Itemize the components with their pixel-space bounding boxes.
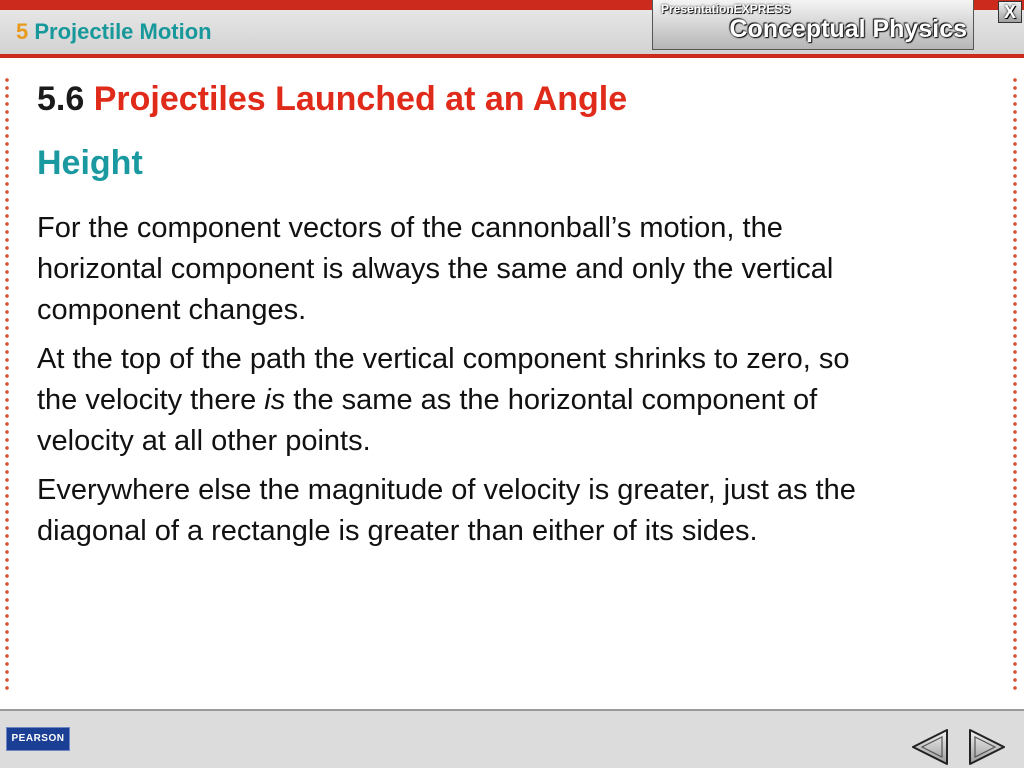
section-number: 5.6 <box>37 80 85 118</box>
chapter-title <box>16 19 212 45</box>
paragraph-3: Everywhere else the magnitude of velocity is greater, just as the diagonal of a rectangle is greater than either of its sides. <box>37 474 856 547</box>
next-slide-button[interactable] <box>968 728 1006 766</box>
brand-subtitle: PresentationEXPRESS <box>661 2 791 16</box>
previous-slide-button[interactable] <box>911 728 949 766</box>
header-bottom-stripe <box>0 54 1024 58</box>
left-arrow-icon <box>911 728 949 766</box>
paragraph-2-end: the same as the horizontal component of velocity at all other points. <box>37 384 818 457</box>
pearson-logo: PEARSON <box>6 727 70 751</box>
slide-body <box>37 208 887 560</box>
right-dotted-border <box>1013 76 1017 694</box>
paragraph-2-emphasis: is <box>264 384 286 416</box>
subheading: Height <box>37 144 143 182</box>
brand-title: Conceptual Physics <box>729 15 967 43</box>
chapter-name: Projectile Motion <box>34 19 212 44</box>
section-title <box>37 80 627 119</box>
left-dotted-border <box>5 76 9 694</box>
slide-footer <box>0 709 1024 768</box>
brand-logo <box>652 0 974 50</box>
section-name: Projectiles Launched at an Angle <box>93 80 628 118</box>
paragraph-1: For the component vectors of the cannonball’s motion, the horizontal component is always the same and only the vertical component changes. <box>37 212 834 326</box>
paragraph-2 <box>37 339 887 462</box>
slide-header <box>0 0 1024 60</box>
paragraph-2-start: At the top of the path the vertical component shrinks to zero, so the velocity there <box>37 343 850 416</box>
close-button[interactable]: X <box>998 1 1022 23</box>
right-arrow-icon <box>968 728 1006 766</box>
chapter-number: 5 <box>16 19 29 44</box>
